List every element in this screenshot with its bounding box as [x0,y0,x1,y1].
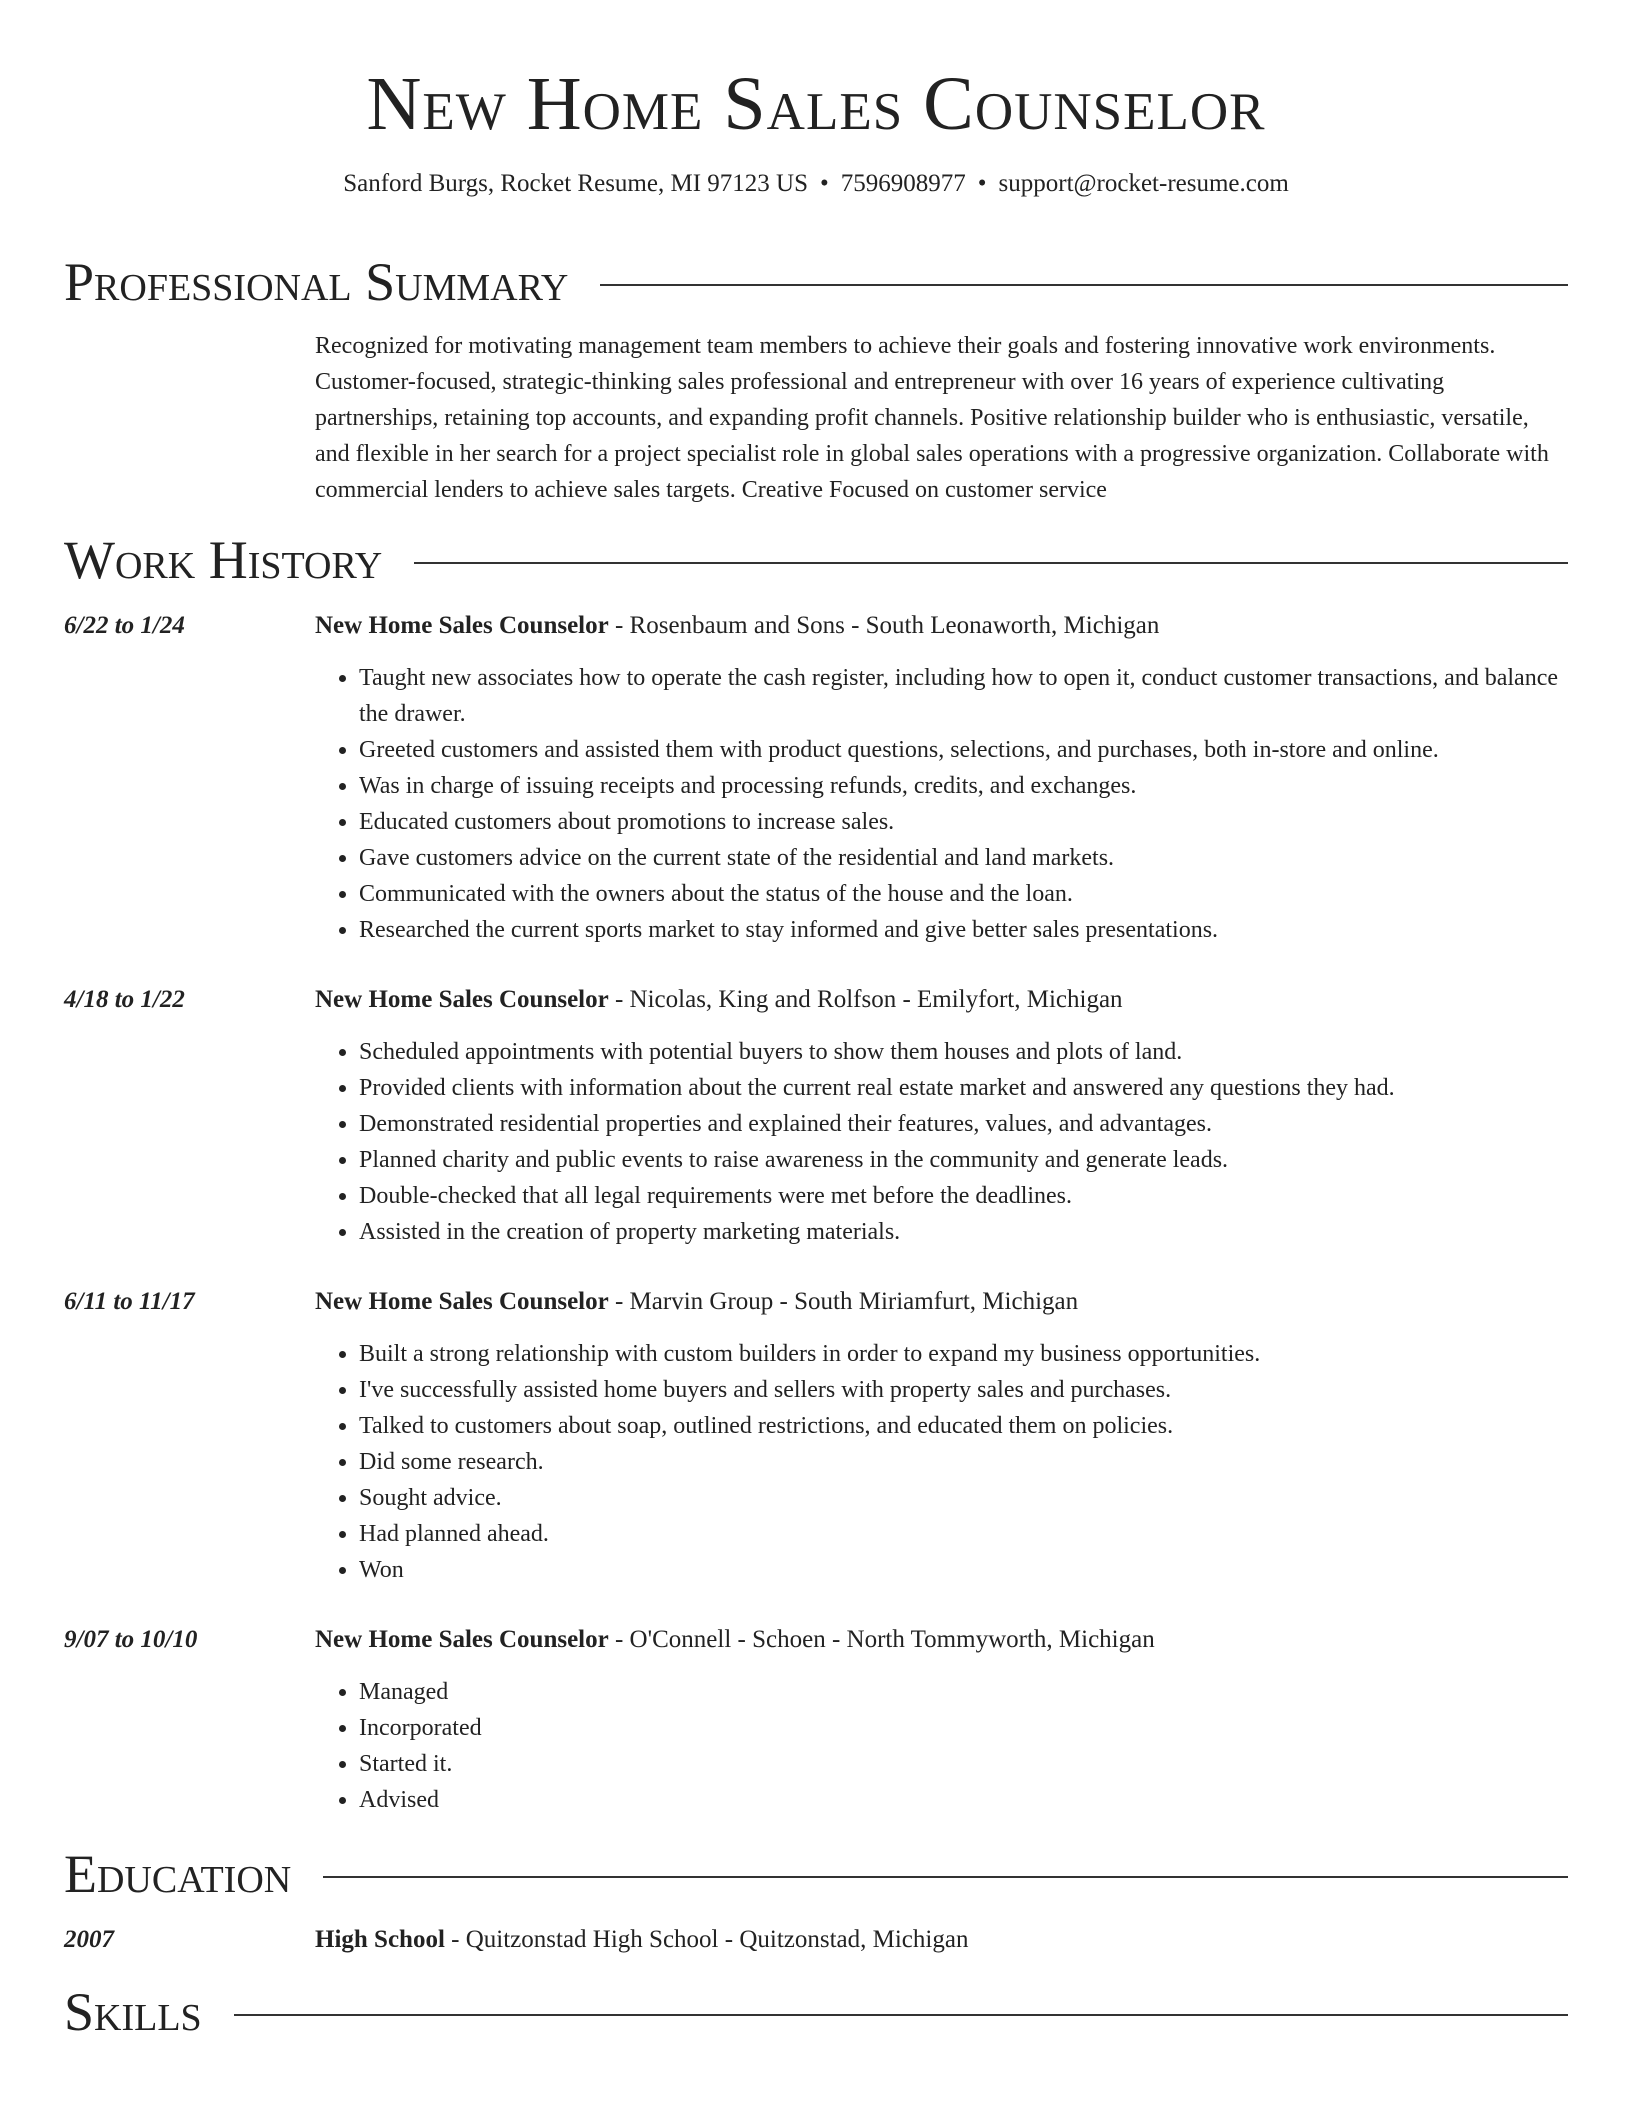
skills-heading: Skills [64,1982,202,2042]
contact-separator: • [819,170,829,197]
summary-heading: Professional Summary [64,252,569,312]
job-main [315,608,1568,948]
education-date: 2007 [64,1926,114,1953]
education-heading: Education [64,1844,292,1904]
job-title-line [315,1622,1568,1658]
job-title: New Home Sales Counselor [315,1288,609,1315]
job-bullet: • Was in charge of issuing receipts and processing refunds, credits, and exchanges. [359,768,1568,804]
job-bullet: • Provided clients with information about the current real estate market and answered any questions they had. [359,1070,1568,1106]
education-line [315,1922,1568,1958]
job-bullets [315,660,1568,948]
skills-section-header [64,1982,1568,2042]
job-bullet: • Incorporated [359,1710,1568,1746]
job-bullet: • Gave customers advice on the current state of the residential and land markets. [359,840,1568,876]
job-bullets [315,1034,1568,1250]
job-bullet: • Had planned ahead. [359,1516,1568,1552]
education-section-header [64,1844,1568,1904]
contact-phone: 7596908977 [840,170,966,197]
job-bullet: • Did some research. [359,1444,1568,1480]
job-title-line [315,1284,1568,1320]
contact-line [64,168,1568,200]
job-main [315,1622,1568,1818]
job-bullet: • Sought advice. [359,1480,1568,1516]
job-bullet: • Advised [359,1782,1568,1818]
job-bullet: • Planned charity and public events to raise awareness in the community and generate leads. [359,1142,1568,1178]
education-entry [64,1922,1568,1958]
job-entry [64,608,1568,948]
job-employer: - Marvin Group - South Miriamfurt, Michigan [608,1288,1079,1315]
job-bullet: • Started it. [359,1746,1568,1782]
section-divider [323,1876,1568,1878]
job-bullets [315,1336,1568,1588]
contact-email: support@rocket-resume.com [998,170,1289,197]
job-entry [64,1622,1568,1818]
education-school: - Quitzonstad High School - Quitzonstad, Michigan [444,1926,969,1953]
job-bullet: • Scheduled appointments with potential buyers to show them houses and plots of land. [359,1034,1568,1070]
job-employer: - O'Connell - Schoen - North Tommyworth, Michigan [608,1626,1155,1653]
job-bullet: • Built a strong relationship with custom builders in order to expand my business opportunities. [359,1336,1568,1372]
job-entry [64,1284,1568,1588]
job-bullet: • Greeted customers and assisted them with product questions, selections, and purchases, both in-store and online. [359,732,1568,768]
job-employer: - Rosenbaum and Sons - South Leonaworth, Michigan [608,612,1160,639]
candidate-name: New Home Sales Counselor [366,62,1266,146]
job-entry [64,982,1568,1250]
job-bullets [315,1674,1568,1818]
contact-address: Sanford Burgs, Rocket Resume, MI 97123 US [343,170,808,197]
job-title: New Home Sales Counselor [315,612,609,639]
job-bullet: • Taught new associates how to operate the cash register, including how to open it, conduct customer transactions, and balance the drawer. [359,660,1568,732]
summary-text: Recognized for motivating management team members to achieve their goals and fostering innovative work environments. Customer-focused, strategic-thinking sales professional and entrepreneur with over 16 years of experience cultivating partnerships, retaining top accounts, and expanding profit channels. Positive relationship builder who is enthusiastic, versatile, and flexible in her search for a project specialist role in global sales operations with a progressive organization. Collaborate with commercial lenders to achieve sales targets. Creative Focused on customer service [315,333,1549,503]
job-bullet: • Managed [359,1674,1568,1710]
work-heading: Work History [64,530,383,590]
job-title-line [315,608,1568,644]
job-main [315,1284,1568,1588]
summary-section-header [64,252,1568,312]
education-main [315,1922,1568,1958]
job-bullet: • Researched the current sports market to stay informed and give better sales presentations. [359,912,1568,948]
job-date: 9/07 to 10/10 [64,1626,198,1653]
job-date: 4/18 to 1/22 [64,986,185,1013]
job-bullet: • I've successfully assisted home buyers and sellers with property sales and purchases. [359,1372,1568,1408]
section-divider [414,562,1568,564]
job-bullet: • Won [359,1552,1568,1588]
job-title-line [315,982,1568,1018]
job-main [315,982,1568,1250]
contact-separator: • [977,170,987,197]
job-bullet: • Double-checked that all legal requirements were met before the deadlines. [359,1178,1568,1214]
work-section-header [64,530,1568,590]
education-degree: High School [315,1926,445,1953]
section-divider [234,2014,1568,2016]
job-bullet: • Communicated with the owners about the status of the house and the loan. [359,876,1568,912]
job-date: 6/11 to 11/17 [64,1288,195,1315]
job-date: 6/22 to 1/24 [64,612,185,639]
job-bullet: • Assisted in the creation of property marketing materials. [359,1214,1568,1250]
job-employer: - Nicolas, King and Rolfson - Emilyfort, Michigan [608,986,1123,1013]
job-title: New Home Sales Counselor [315,1626,609,1653]
section-divider [600,284,1568,286]
job-bullet: • Educated customers about promotions to increase sales. [359,804,1568,840]
job-bullet: • Demonstrated residential properties and explained their features, values, and advantages. [359,1106,1568,1142]
job-bullet: • Talked to customers about soap, outlined restrictions, and educated them on policies. [359,1408,1568,1444]
job-title: New Home Sales Counselor [315,986,609,1013]
